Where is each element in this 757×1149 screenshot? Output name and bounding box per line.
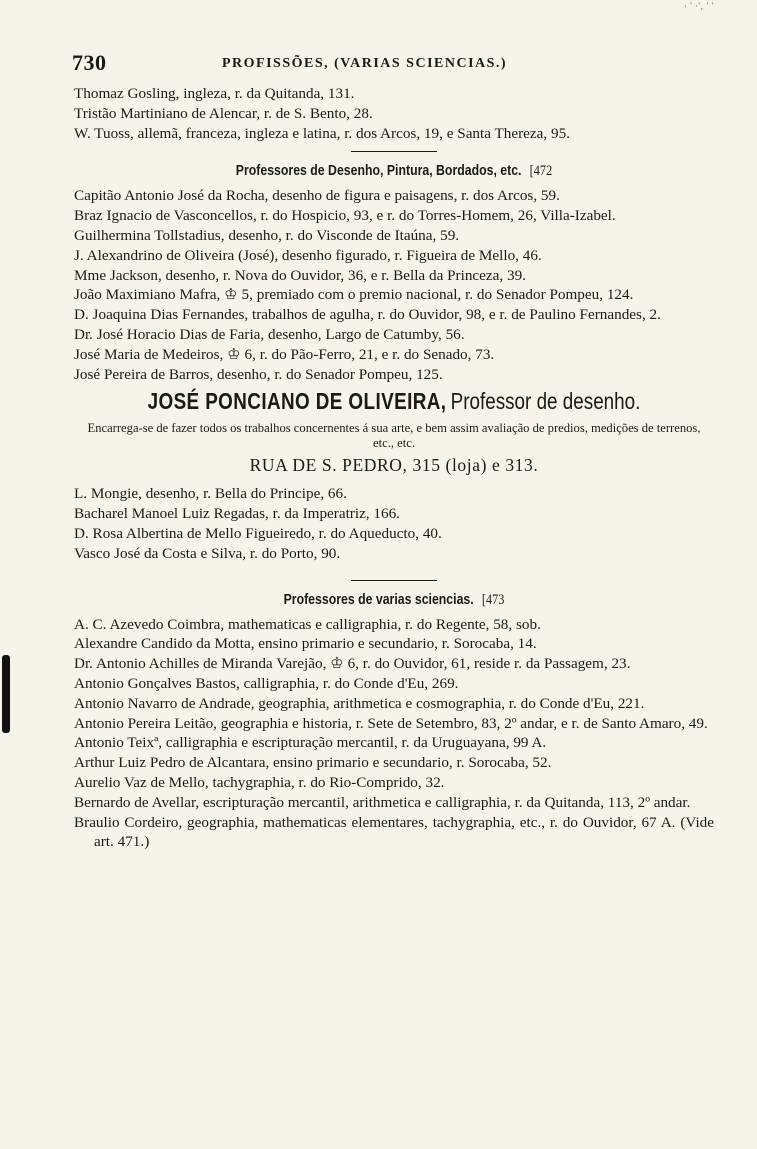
list-item: Dr. Antonio Achilles de Miranda Varejão, ♔ 6, r. do Ouvidor, 61, reside r. da Passagem, 23. (74, 655, 631, 673)
list-item: Dr. José Horacio Dias de Faria, desenho, Largo de Catumby, 56. (74, 325, 465, 343)
section-title: Professores de varias sciencias. (283, 590, 474, 608)
list-item: Antonio Pereira Leitão, geographia e historia, r. Sete de Setembro, 83, 2º andar, e r. de Santo Amaro, 49. (74, 714, 708, 732)
section-code: [473 (481, 591, 505, 608)
section-heading-drawing (132, 162, 657, 180)
list-item: Arthur Luiz Pedro de Alcantara, ensino primario e secundario, r. Sorocaba, 52. (74, 754, 552, 772)
list-item: Capitão Antonio José da Rocha, desenho de figura e paisagens, r. dos Arcos, 59. (74, 187, 560, 205)
section-code: [472 (529, 163, 553, 180)
advertiser-title: Professor de desenho. (450, 388, 641, 415)
list-item: A. C. Azevedo Coimbra, mathematicas e calligraphia, r. do Regente, 58, sob. (74, 615, 541, 633)
list-item: Alexandre Candido da Motta, ensino primario e secundario, r. Sorocaba, 14. (74, 635, 537, 653)
list-item: Thomaz Gosling, ingleza, r. da Quitanda, 131. (74, 85, 355, 102)
advertiser-name: JOSÉ PONCIANO DE OLIVEIRA, (147, 388, 447, 415)
list-item: Antonio Teixª, calligraphia e escripturação mercantil, r. da Uruguayana, 99 A. (74, 734, 547, 752)
list-item: Tristão Martiniano de Alencar, r. de S. Bento, 28. (74, 104, 373, 122)
list-item: João Maximiano Mafra, ♔ 5, premiado com o premio nacional, r. do Senador Pompeu, 124. (74, 286, 634, 304)
page-number: 730 (72, 50, 107, 75)
list-item: Antonio Navarro de Andrade, geographia, arithmetica e cosmographia, r. do Conde d'Eu, 221. (74, 694, 645, 712)
intro-entries (74, 84, 714, 143)
list-item: José Pereira de Barros, desenho, r. do Senador Pompeu, 125. (74, 365, 443, 383)
section-title: Professores de Desenho, Pintura, Bordados, etc. (235, 162, 522, 180)
list-item: W. Tuoss, allemã, franceza, ingleza e latina, r. dos Arcos, 19, e Santa Thereza, 95. (74, 124, 570, 142)
advertisement-description: Encarrega-se de fazer todos os trabalhos concernentes á sua arte, e bem assim avaliação de predios, medições de terrenos, etc., etc. (87, 421, 701, 451)
list-item: D. Rosa Albertina de Mello Figueiredo, r. do Aqueducto, 40. (74, 524, 442, 542)
list-item: Antonio Gonçalves Bastos, calligraphia, r. do Conde d'Eu, 269. (74, 674, 459, 692)
list-item: José Maria de Medeiros, ♔ 6, r. do Pão-Ferro, 21, e r. do Senado, 73. (74, 345, 495, 363)
list-item: Bernardo de Avellar, escripturação mercantil, arithmetica e calligraphia, r. da Quitanda, 113, 2º andar. (74, 793, 691, 811)
list-item: Guilhermina Tollstadius, desenho, r. do Visconde de Itaúna, 59. (74, 226, 460, 244)
list-item: D. Joaquina Dias Fernandes, trabalhos de agulha, r. do Ouvidor, 98, e r. de Paulino Fernandes, 2. (74, 306, 661, 324)
scan-artifact: · ˈ ·ˈ‚ ˈ ˈ (684, 2, 714, 12)
list-item: Braz Ignacio de Vasconcellos, r. do Hospicio, 93, e r. do Torres-Homem, 26, Villa-Izabel. (74, 207, 616, 225)
drawing-entries-continued (74, 484, 714, 563)
section-divider (351, 151, 437, 152)
page-content (74, 84, 714, 852)
list-item: Bacharel Manoel Luiz Regadas, r. da Imperatriz, 166. (74, 505, 400, 523)
advertisement-address: RUA DE S. PEDRO, 315 (loja) e 313. (249, 455, 539, 476)
binding-shadow (2, 655, 10, 733)
list-item: Aurelio Vaz de Mello, tachygraphia, r. do Rio-Comprido, 32. (74, 773, 445, 791)
list-item: Braulio Cordeiro, geographia, mathematicas elementares, tachygraphia, etc., r. do Ouvidor, 67 A. (Vide art. 471.) (74, 813, 714, 851)
list-item: Mme Jackson, desenho, r. Nova do Ouvidor, 36, e r. Bella da Princeza, 39. (74, 266, 526, 284)
sciences-entries (74, 615, 714, 853)
page-header (72, 50, 712, 76)
list-item: J. Alexandrino de Oliveira (José), desenho figurado, r. Figueira de Mello, 46. (74, 246, 542, 264)
advertisement-headline (132, 388, 657, 415)
advertisement (74, 388, 714, 476)
list-item: L. Mongie, desenho, r. Bella do Principe, 66. (74, 485, 347, 503)
running-title: PROFISSÕES, (VARIAS SCIENCIAS.) (222, 56, 508, 71)
drawing-entries (74, 186, 714, 384)
list-item: Vasco José da Costa e Silva, r. do Porto, 90. (74, 544, 341, 562)
section-heading-sciences (132, 591, 657, 609)
section-divider (351, 580, 437, 581)
